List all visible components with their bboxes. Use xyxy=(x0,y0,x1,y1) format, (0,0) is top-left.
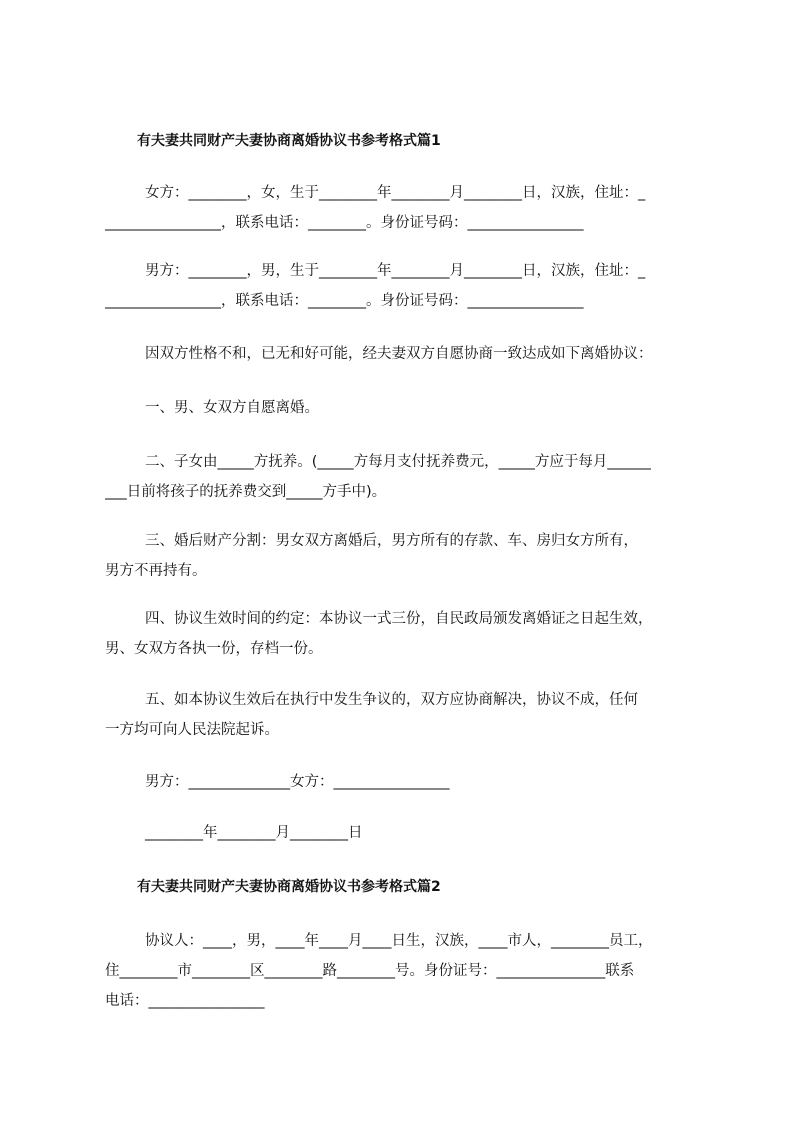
section-2-heading: 有夫妻共同财产夫妻协商离婚协议书参考格式篇2 xyxy=(137,879,441,895)
clause-3-paragraph xyxy=(105,526,703,586)
clause-3-line-2: 男方不再持有。 xyxy=(105,563,207,579)
clause-5-line-1: 五、如本协议生效后在执行中发生争议的，双方应协商解决，协议不成，任何 xyxy=(145,692,638,708)
clause-1-line: 一、男、女双方自愿离婚。 xyxy=(145,400,319,416)
signature-line: 男方：______________女方：________________ xyxy=(145,774,450,790)
clause-5-paragraph xyxy=(105,685,703,745)
reason-paragraph xyxy=(105,339,703,369)
female-party-paragraph xyxy=(105,178,703,238)
party-line-1: 协议人：____，男，____年____月____日生，汉族，____市人，________员工， xyxy=(145,933,653,949)
clause-4-line-2: 男、女双方各执一份，存档一份。 xyxy=(105,641,323,657)
section-1-heading: 有夫妻共同财产夫妻协商离婚协议书参考格式篇1 xyxy=(137,133,441,149)
clause-2-paragraph xyxy=(105,447,703,507)
clause-2-line-2: ___日前将孩子的抚养费交到_____方手中)。 xyxy=(105,484,387,500)
clause-4-line-1: 四、协议生效时间的约定：本协议一式三份，自民政局颁发离婚证之日起生效， xyxy=(145,611,653,627)
clause-2-line-1: 二、子女由_____方抚养。(_____方每月支付抚养费元，_____方应于每月______ xyxy=(145,454,651,470)
female-party-line-1: 女方：________，女，生于________年________月________日，汉族，住址：_ xyxy=(145,185,646,201)
party-line-3: 电话：________________ xyxy=(105,993,265,1009)
male-party-paragraph xyxy=(105,256,703,316)
clause-5-line-2: 一方均可向人民法院起诉。 xyxy=(105,722,279,738)
female-party-line-2: ________________，联系电话：________。身份证号码：________________ xyxy=(105,215,584,231)
date-paragraph xyxy=(105,818,703,848)
date-line: ________年________月________日 xyxy=(145,825,363,841)
clause-1-paragraph xyxy=(105,393,703,423)
reason-line: 因双方性格不和，已无和好可能，经夫妻双方自愿协商一致达成如下离婚协议： xyxy=(145,346,653,362)
male-party-line-1: 男方：________，男，生于________年________月________日，汉族，住址：_ xyxy=(145,263,646,279)
party-paragraph xyxy=(105,926,703,1016)
party-line-2: 住________市________区________路________号。身份证号：_______________联系 xyxy=(105,963,635,979)
signature-paragraph xyxy=(105,767,703,797)
male-party-line-2: ________________，联系电话：________。身份证号码：________________ xyxy=(105,293,584,309)
clause-4-paragraph xyxy=(105,604,703,664)
clause-3-line-1: 三、婚后财产分割：男女双方离婚后，男方所有的存款、车、房归女方所有， xyxy=(145,533,638,549)
